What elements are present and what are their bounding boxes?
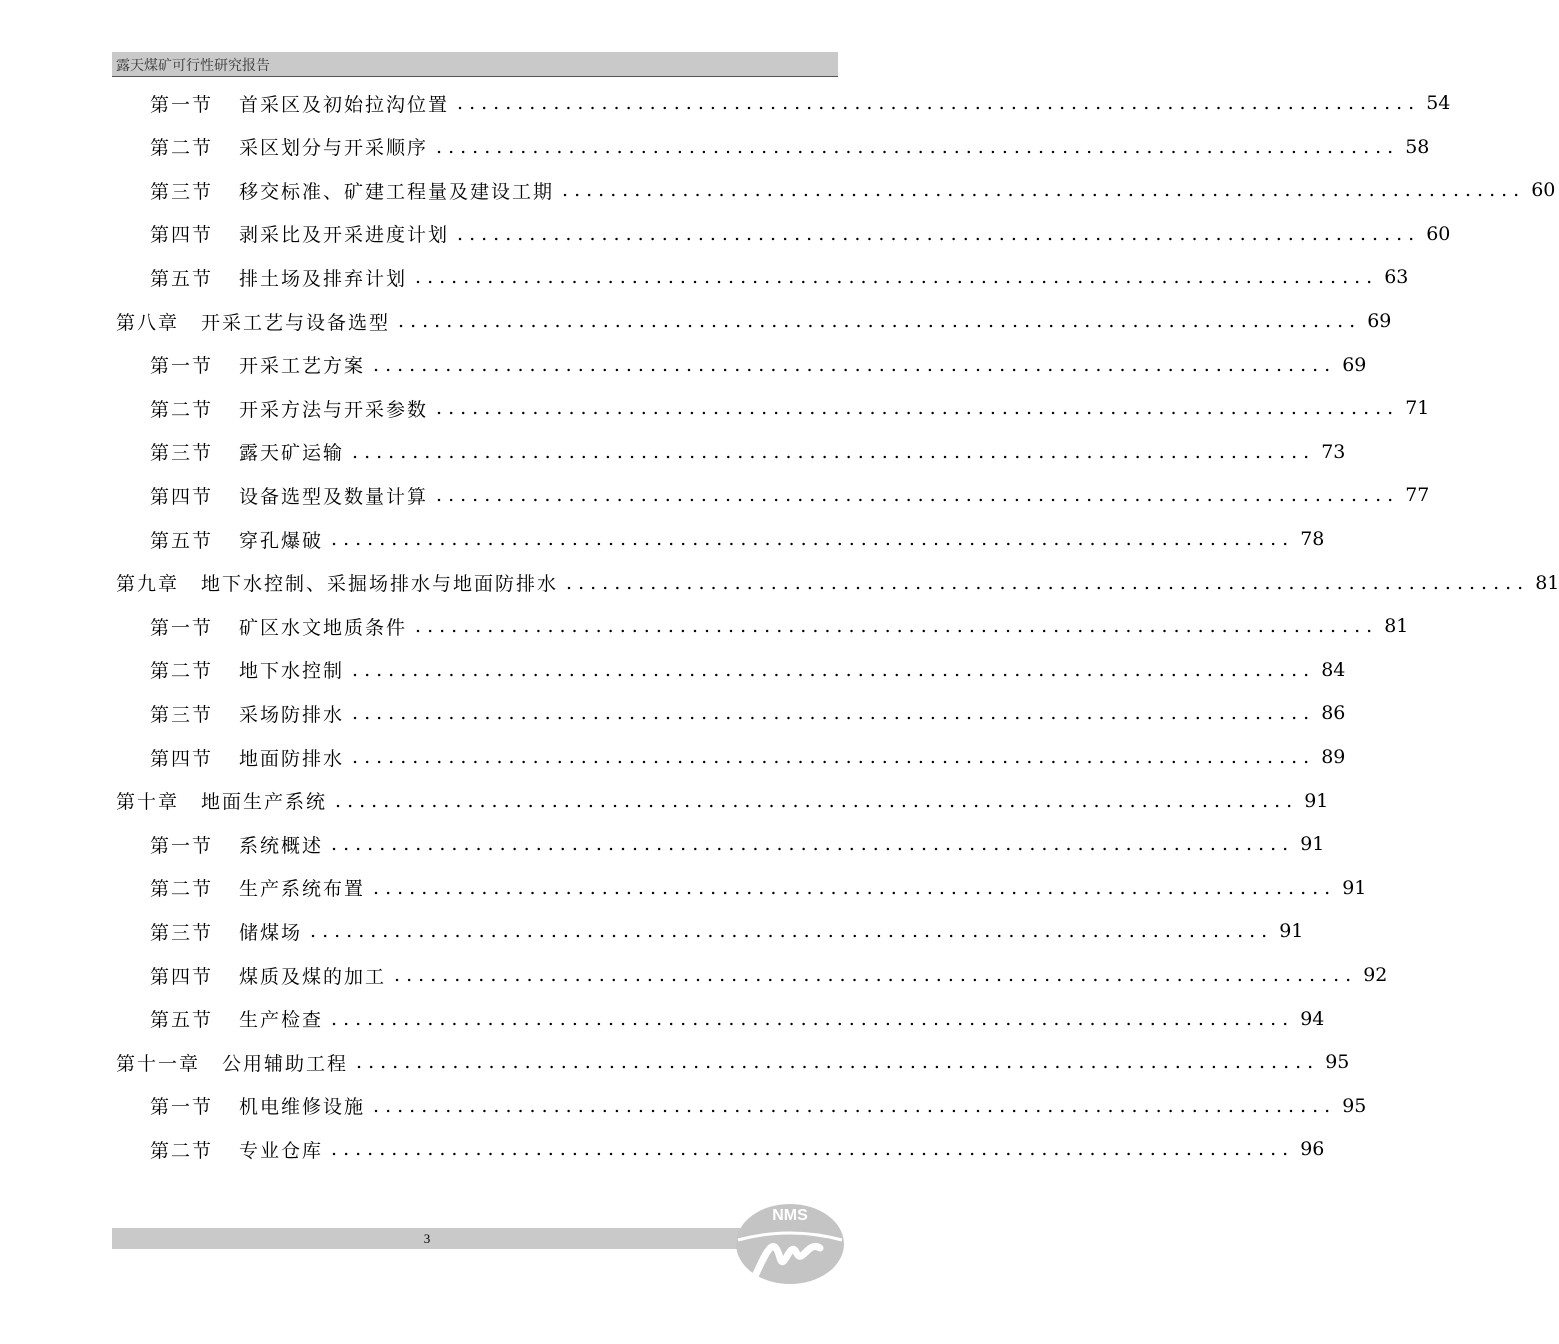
section-number: 第三节 bbox=[150, 921, 214, 944]
toc-page-number: 91 bbox=[1342, 876, 1367, 899]
section-number: 第二节 bbox=[150, 878, 214, 901]
chapter-number: 第十章 bbox=[116, 791, 180, 814]
toc-entry-title: 生产系统布置 bbox=[239, 878, 366, 901]
toc-page-number: 91 bbox=[1300, 833, 1325, 856]
toc-entry[interactable] bbox=[150, 1134, 1325, 1164]
toc-page-number: 81 bbox=[1535, 571, 1559, 594]
toc-page-number: 58 bbox=[1405, 135, 1430, 158]
toc-entry-title: 地面防排水 bbox=[239, 747, 345, 770]
toc-entry-title: 生产检查 bbox=[239, 1009, 324, 1032]
section-number: 第四节 bbox=[150, 965, 214, 988]
toc-entry[interactable] bbox=[150, 480, 1430, 510]
section-number: 第三节 bbox=[150, 180, 214, 203]
toc-entry-title: 排土场及排弃计划 bbox=[239, 267, 408, 290]
page-number: 3 bbox=[423, 1231, 431, 1246]
toc-entry-title: 采场防排水 bbox=[239, 703, 345, 726]
dot-leader: ................................................................................ bbox=[352, 658, 1316, 681]
section-number: 第三节 bbox=[150, 703, 214, 726]
toc-entry[interactable] bbox=[150, 88, 1451, 118]
section-number: 第五节 bbox=[150, 529, 214, 552]
toc-page-number: 89 bbox=[1321, 746, 1346, 768]
toc-page-number: 92 bbox=[1363, 964, 1388, 986]
dot-leader: ................................................................................ bbox=[394, 964, 1358, 986]
toc-entry-title: 地面生产系统 bbox=[201, 791, 328, 814]
dot-leader: ................................................................................ bbox=[415, 266, 1379, 289]
section-number: 第二节 bbox=[150, 660, 214, 683]
dot-leader: ................................................................................ bbox=[436, 135, 1400, 158]
toc-entry-title: 开采方法与开采参数 bbox=[239, 398, 429, 421]
toc-page-number: 73 bbox=[1321, 440, 1346, 463]
toc-entry-title: 专业仓库 bbox=[239, 1139, 324, 1162]
nms-logo bbox=[734, 1196, 846, 1286]
toc-entry-title: 开采工艺方案 bbox=[239, 355, 366, 378]
dot-leader: ................................................................................ bbox=[457, 92, 1421, 114]
dot-leader: ................................................................................ bbox=[352, 702, 1316, 725]
toc-page-number: 95 bbox=[1325, 1051, 1350, 1074]
toc-entry-title: 地下水控制、采掘场排水与地面防排水 bbox=[201, 573, 559, 596]
toc-entry[interactable] bbox=[150, 524, 1325, 554]
dot-leader: ................................................................................ bbox=[331, 528, 1295, 550]
section-number: 第四节 bbox=[150, 224, 214, 247]
section-number: 第三节 bbox=[150, 442, 214, 465]
logo-text: NMS bbox=[772, 1207, 808, 1224]
toc-entry[interactable] bbox=[116, 568, 1559, 598]
toc-page-number: 91 bbox=[1279, 920, 1304, 943]
section-number: 第二节 bbox=[150, 398, 214, 421]
toc-page-number: 69 bbox=[1367, 310, 1392, 332]
dot-leader: ................................................................................ bbox=[331, 833, 1295, 856]
section-number: 第四节 bbox=[150, 747, 214, 770]
dot-leader: ................................................................................ bbox=[457, 222, 1421, 245]
chapter-number: 第八章 bbox=[116, 311, 180, 334]
toc-entry-title: 机电维修设施 bbox=[239, 1096, 366, 1119]
toc-entry[interactable] bbox=[150, 873, 1367, 903]
toc-page-number: 60 bbox=[1531, 179, 1556, 202]
dot-leader: ................................................................................ bbox=[335, 789, 1299, 812]
toc-page-number: 91 bbox=[1304, 789, 1329, 812]
dot-leader: ................................................................................ bbox=[566, 571, 1530, 594]
dot-leader: ................................................................................ bbox=[562, 179, 1526, 202]
toc-entry-title: 移交标准、矿建工程量及建设工期 bbox=[239, 180, 555, 203]
toc-entry[interactable] bbox=[150, 698, 1346, 728]
toc-page-number: 69 bbox=[1342, 353, 1367, 376]
toc-entry-title: 系统概述 bbox=[239, 834, 324, 857]
toc-entry-title: 煤质及煤的加工 bbox=[239, 965, 387, 988]
dot-leader: ................................................................................ bbox=[436, 484, 1400, 507]
toc-entry-title: 剥采比及开采进度计划 bbox=[239, 224, 450, 247]
toc-page-number: 54 bbox=[1426, 92, 1451, 114]
chapter-number: 第十一章 bbox=[116, 1052, 201, 1075]
toc-entry[interactable] bbox=[150, 742, 1346, 772]
toc-entry[interactable] bbox=[116, 786, 1329, 816]
toc-entry[interactable] bbox=[150, 350, 1367, 380]
toc-page-number: 94 bbox=[1300, 1007, 1325, 1030]
toc-entry[interactable] bbox=[150, 175, 1556, 205]
toc-entry[interactable] bbox=[150, 1091, 1367, 1121]
dot-leader: ................................................................................ bbox=[331, 1138, 1295, 1161]
toc-entry-title: 地下水控制 bbox=[239, 660, 345, 683]
page-header bbox=[112, 52, 838, 77]
toc-entry[interactable] bbox=[150, 829, 1325, 859]
toc-page-number: 78 bbox=[1300, 528, 1325, 550]
section-number: 第五节 bbox=[150, 1009, 214, 1032]
dot-leader: ................................................................................ bbox=[352, 746, 1316, 768]
toc-entry[interactable] bbox=[150, 393, 1430, 423]
toc-page-number: 86 bbox=[1321, 702, 1346, 725]
report-title: 露天煤矿可行性研究报告 bbox=[116, 58, 270, 74]
section-number: 第一节 bbox=[150, 834, 214, 857]
section-number: 第四节 bbox=[150, 485, 214, 508]
dot-leader: ................................................................................ bbox=[352, 440, 1316, 463]
toc-entry[interactable] bbox=[150, 960, 1388, 990]
dot-leader: ................................................................................ bbox=[373, 876, 1337, 899]
toc-page-number: 71 bbox=[1405, 397, 1430, 420]
toc-entry-title: 露天矿运输 bbox=[239, 442, 345, 465]
toc-page-number: 84 bbox=[1321, 658, 1346, 681]
dot-leader: ................................................................................ bbox=[373, 353, 1337, 376]
toc-entry-title: 采区划分与开采顺序 bbox=[239, 137, 429, 160]
toc-entry[interactable] bbox=[150, 262, 1409, 292]
section-number: 第二节 bbox=[150, 1139, 214, 1162]
toc-page-number: 60 bbox=[1426, 222, 1451, 245]
toc-entry-title: 储煤场 bbox=[239, 921, 303, 944]
toc-page-number: 63 bbox=[1384, 266, 1409, 289]
toc-entry-title: 设备选型及数量计算 bbox=[239, 485, 429, 508]
dot-leader: ................................................................................ bbox=[356, 1051, 1320, 1074]
section-number: 第一节 bbox=[150, 1096, 214, 1119]
toc-page-number: 95 bbox=[1342, 1094, 1367, 1117]
toc-entry[interactable] bbox=[150, 611, 1409, 641]
dot-leader: ................................................................................ bbox=[373, 1094, 1337, 1117]
page-footer bbox=[112, 1228, 742, 1249]
dot-leader: ................................................................................ bbox=[310, 920, 1274, 943]
toc-entry-title: 首采区及初始拉沟位置 bbox=[239, 93, 450, 116]
toc-page-number: 77 bbox=[1405, 484, 1430, 507]
toc-entry[interactable] bbox=[150, 655, 1346, 685]
toc-entry[interactable] bbox=[116, 306, 1392, 336]
dot-leader: ................................................................................ bbox=[436, 397, 1400, 420]
toc-entry[interactable] bbox=[150, 1004, 1325, 1034]
section-number: 第二节 bbox=[150, 137, 214, 160]
dot-leader: ................................................................................ bbox=[331, 1007, 1295, 1030]
toc-entry[interactable] bbox=[116, 1047, 1350, 1077]
section-number: 第一节 bbox=[150, 355, 214, 378]
dot-leader: ................................................................................ bbox=[398, 310, 1362, 332]
toc-entry-title: 穿孔爆破 bbox=[239, 529, 324, 552]
toc-entry[interactable] bbox=[150, 437, 1346, 467]
section-number: 第五节 bbox=[150, 267, 214, 290]
toc-entry[interactable] bbox=[150, 916, 1304, 946]
section-number: 第一节 bbox=[150, 93, 214, 116]
toc-entry-title: 矿区水文地质条件 bbox=[239, 616, 408, 639]
dot-leader: ................................................................................ bbox=[415, 615, 1379, 638]
toc-entry-title: 公用辅助工程 bbox=[222, 1052, 349, 1075]
toc-page-number: 96 bbox=[1300, 1138, 1325, 1161]
toc-page-number: 81 bbox=[1384, 615, 1409, 638]
chapter-number: 第九章 bbox=[116, 573, 180, 596]
toc-entry[interactable] bbox=[150, 132, 1430, 162]
toc-entry[interactable] bbox=[150, 219, 1451, 249]
section-number: 第一节 bbox=[150, 616, 214, 639]
toc-entry-title: 开采工艺与设备选型 bbox=[201, 311, 391, 334]
